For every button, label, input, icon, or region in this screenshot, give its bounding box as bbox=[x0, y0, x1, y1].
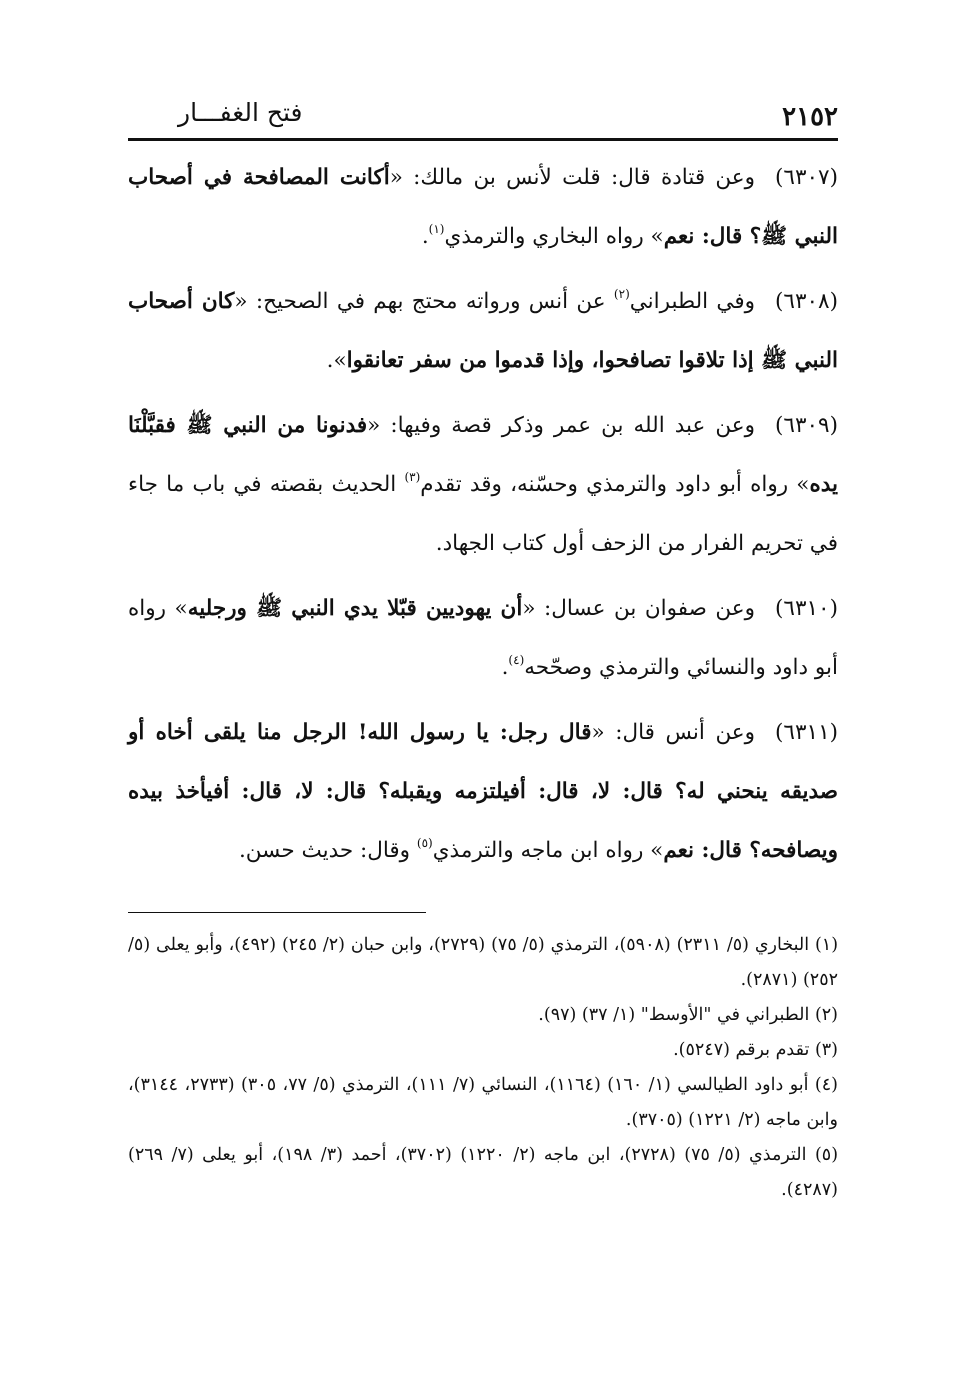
footnote-ref[interactable]: (١) bbox=[428, 222, 445, 236]
footnote-text: الطبراني في "الأوسط" (١/ ٣٧) (٩٧). bbox=[538, 1005, 810, 1025]
hadith-paragraph bbox=[128, 396, 838, 573]
footnote-text: الترمذي (٥/ ٧٥) (٢٧٢٨)، ابن ماجه (٢/ ١٢٢٠) (٣٧٠٢)، أحمد (٣/ ١٩٨)، أبو يعلى (٧/ ٢٦٩) (٤٢٨٧). bbox=[128, 1145, 838, 1200]
text-run: وعن عبد الله بن عمر وذكر قصة وفيها: « bbox=[367, 413, 756, 438]
hadith-paragraph bbox=[128, 703, 838, 880]
footnote bbox=[128, 1033, 838, 1068]
text-run: وعن صفوان بن عسال: « bbox=[522, 596, 756, 621]
quoted-text: أن يهوديين قبّلا يدي النبي ﷺ ورجليه bbox=[187, 596, 523, 621]
text-run: ». bbox=[326, 348, 347, 373]
hadith-number: (٦٣٠٨) bbox=[775, 289, 838, 314]
running-title: فتح الغفـــار bbox=[178, 98, 303, 127]
text-run: وقال: حديث حسن. bbox=[238, 838, 417, 863]
text-run: عن أنس ورواته محتج بهم في الصحيح: « bbox=[234, 289, 614, 314]
header-rule bbox=[128, 138, 838, 141]
footnote bbox=[128, 1068, 838, 1138]
footnote-text: البخاري (٥/ ٢٣١١) (٥٩٠٨)، الترمذي (٥/ ٧٥) (٢٧٢٩)، وابن حبان (٢/ ٢٤٥) (٤٩٢)، وأبو يعلى (٥/ ٢٥٢) (٢٨٧١). bbox=[128, 935, 838, 990]
footnote bbox=[128, 998, 838, 1033]
footnote bbox=[128, 1138, 838, 1208]
text-run: الحديث بقصته في باب ما جاء في تحريم الفرار من الزحف أول كتاب الجهاد. bbox=[128, 472, 838, 556]
footnote-ref[interactable]: (٥) bbox=[416, 836, 433, 850]
footnote bbox=[128, 928, 838, 998]
hadith-number: (٦٣١٠) bbox=[775, 596, 838, 621]
text-run: » رواه أبو داود والنسائي والترمذي وصحّحه bbox=[128, 596, 838, 680]
footnote-rule bbox=[128, 912, 426, 913]
body-text bbox=[128, 148, 838, 880]
hadith-number: (٦٣٠٧) bbox=[775, 165, 838, 190]
quoted-text: قال رجل: يا رسول الله! الرجل منا يلقى أخاه أو صديقه ينحني له؟ قال: لا، قال: أفيلتزمه ويقبله؟ قال: لا، قال: أفيأخذ بيده ويصافحه؟ قال: نعم bbox=[128, 720, 838, 863]
text-run: » رواه البخاري والترمذي bbox=[444, 224, 664, 249]
text-run: وعن قتادة قال: قلت لأنس بن مالك: « bbox=[389, 165, 756, 190]
page-header bbox=[128, 92, 838, 136]
hadith-number: (٦٣٠٩) bbox=[775, 413, 838, 438]
text-run: » رواه أبو داود والترمذي وحسّنه، وقد تقدم bbox=[420, 472, 810, 497]
text-run: . bbox=[421, 224, 429, 249]
footnote-ref[interactable]: (٣) bbox=[404, 470, 421, 484]
footnote-label: (٣) bbox=[814, 1040, 838, 1060]
page bbox=[128, 92, 838, 886]
footnote-text: تقدم برقم (٥٢٤٧). bbox=[673, 1040, 810, 1060]
text-run: وفي الطبراني bbox=[629, 289, 756, 314]
footnote-label: (٤) bbox=[814, 1075, 838, 1095]
footnotes bbox=[128, 912, 838, 1208]
text-run: . bbox=[501, 655, 509, 680]
footnote-label: (٢) bbox=[814, 1005, 838, 1025]
footnote-label: (٥) bbox=[814, 1145, 839, 1165]
footnote-label: (١) bbox=[814, 935, 839, 955]
hadith-paragraph bbox=[128, 272, 838, 390]
footnote-ref[interactable]: (٢) bbox=[613, 287, 630, 301]
text-run: وعن أنس قال: « bbox=[591, 720, 756, 745]
hadith-number: (٦٣١١) bbox=[775, 720, 839, 745]
quoted-text: فدنونا من النبي ﷺ فقبَّلْنَا يده bbox=[128, 413, 838, 497]
hadith-paragraph bbox=[128, 579, 838, 697]
footnote-ref[interactable]: (٤) bbox=[508, 653, 525, 667]
footnote-text: أبو داود الطيالسي (١/ ١٦٠) (١١٦٤)، النسائي (٧/ ١١١)، الترمذي (٥/ ٧٧، ٣٠٥) (٢٧٣٣، ٣١٤٤)، وابن ماجه (٢/ ١٢٢١) (٣٧٠٥). bbox=[128, 1075, 838, 1130]
quoted-text: أكانت المصافحة في أصحاب النبي ﷺ؟ قال: نعم bbox=[128, 165, 838, 249]
page-number: ٢١٥٢ bbox=[782, 102, 838, 132]
quoted-text: كان أصحاب النبي ﷺ إذا تلاقوا تصافحوا، وإذا قدموا من سفر تعانقوا bbox=[128, 289, 838, 373]
text-run: » رواه ابن ماجه والترمذي bbox=[432, 838, 664, 863]
hadith-paragraph bbox=[128, 148, 838, 266]
